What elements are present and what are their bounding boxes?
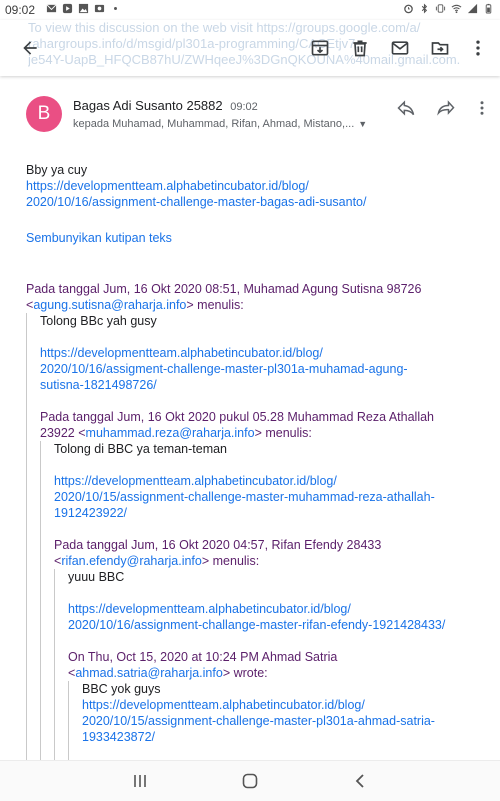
quote-email-link[interactable]: ahmad.satria@raharja.info (75, 666, 223, 680)
quote-block (26, 313, 496, 777)
arrow-back-icon (20, 38, 40, 58)
recipients-summary[interactable] (73, 118, 367, 130)
bluetooth-icon (419, 3, 430, 14)
quote-text: yuuu BBC (68, 570, 125, 584)
app-bar (0, 20, 500, 76)
avatar-letter: B (37, 103, 51, 124)
wifi-icon (451, 3, 462, 14)
more-notifications-icon (110, 3, 121, 14)
play-notification-icon (62, 3, 73, 14)
quote-link[interactable]: https://developmentteam.alphabetincubator.id/blog/ 2020/10/15/assignment-challenge-master-pl301a-ahmad-satria- 1933423872/ (82, 698, 435, 744)
home-button[interactable] (240, 771, 260, 791)
vibrate-icon (435, 3, 446, 14)
message-text: Bby ya cuy (26, 163, 88, 177)
quote-header: Pada tanggal Jum, 16 Okt 2020 pukul 05.28 Muhammad Reza Athallah 23922 <muhammad.reza@raharja.info> menulis: (40, 410, 435, 440)
more-vert-icon (468, 38, 488, 58)
quote-email-link[interactable]: rifan.efendy@raharja.info (61, 554, 202, 568)
message-body (26, 162, 496, 777)
message-link[interactable]: https://developmentteam.alphabetincubator.id/blog/ 2020/10/16/assignment-challenge-master-bagas-adi-susanto/ (26, 179, 367, 209)
quote-block (54, 569, 496, 777)
quote-block (40, 441, 496, 777)
battery-icon (483, 3, 494, 14)
more-vert-icon (473, 99, 491, 117)
system-nav-bar (0, 760, 500, 801)
quote-link[interactable]: https://developmentteam.alphabetincubator.id/blog/ 2020/10/16/assignment-challange-master-rifan-efendy-1921428433/ (68, 602, 446, 632)
chevron-down-icon: ▼ (358, 119, 368, 129)
quote-header: Pada tanggal Jum, 16 Okt 2020 08:51, Muhamad Agung Sutisna 98726 <agung.sutisna@raharja.info> menulis: (26, 282, 422, 312)
avatar[interactable] (26, 96, 62, 132)
system-back-button[interactable] (350, 771, 370, 791)
forward-icon (436, 98, 456, 118)
forward-button[interactable] (434, 96, 458, 120)
message-header[interactable] (26, 96, 486, 140)
message-more-button[interactable] (470, 96, 494, 120)
reply-button[interactable] (394, 96, 418, 120)
mark-unread-button[interactable] (388, 36, 412, 60)
image-notification-icon (78, 3, 89, 14)
quoted-thread (26, 281, 496, 777)
message-time: 09:02 (230, 101, 258, 113)
sender-name-line (73, 98, 258, 113)
quote-text: Tolong di BBC ya teman-teman (54, 442, 228, 456)
move-to-button[interactable] (428, 36, 452, 60)
alarm-icon (403, 3, 414, 14)
archive-icon (310, 38, 330, 58)
hide-quoted-text-link[interactable]: Sembunyikan kutipan teks (26, 231, 172, 245)
faded-footer-text: To view this discussion on the web visit https://groups.google.com/a/ rahargroups.info/d/msgid/pl301a-programming/CACEtjv7... je54Y-UapB_HFQCB87hU/ZWHqeeJ%3DGnQKOUNA%40mail.gmail.com. (28, 20, 461, 67)
mail-notification-icon (46, 3, 57, 14)
recent-apps-button[interactable] (130, 771, 150, 791)
recipients-text: kepada Muhamad, Muhammad, Rifan, Ahmad, Mistano,... (73, 118, 355, 130)
reply-icon (396, 98, 416, 118)
quote-text: Tolong BBc yah gusy (40, 314, 157, 328)
quote-header: On Thu, Oct 15, 2020 at 10:24 PM Ahmad Satria <ahmad.satria@raharja.info> wrote: (68, 650, 338, 680)
more-options-button[interactable] (466, 36, 490, 60)
trash-icon (350, 38, 370, 58)
status-time: 09:02 (5, 3, 36, 17)
move-to-folder-icon (430, 38, 450, 58)
quote-text: BBC yok guys (82, 682, 161, 696)
envelope-icon (390, 38, 410, 58)
delete-button[interactable] (348, 36, 372, 60)
back-button[interactable] (18, 36, 42, 60)
gallery-notification-icon (94, 3, 105, 14)
chevron-left-icon (352, 773, 368, 789)
quote-email-link[interactable]: agung.sutisna@raharja.info (33, 298, 187, 312)
status-bar (0, 0, 500, 20)
quote-link[interactable]: https://developmentteam.alphabetincubator.id/blog/ 2020/10/15/assignment-challenge-master-muhammad-reza-athallah- 1912423922/ (54, 474, 435, 520)
sender-name: Bagas Adi Susanto 25882 (73, 98, 223, 113)
quote-email-link[interactable]: muhammad.reza@raharja.info (85, 426, 255, 440)
archive-button[interactable] (308, 36, 332, 60)
quote-link[interactable]: https://developmentteam.alphabetincubator.id/blog/ 2020/10/16/assigment-challenge-master-pl301a-muhamad-agung- sutisna-1821498726/ (40, 346, 408, 392)
signal-icon (467, 3, 478, 14)
recent-apps-icon (132, 773, 148, 789)
quote-header: Pada tanggal Jum, 16 Okt 2020 04:57, Rifan Efendy 28433 <rifan.efendy@raharja.info> menulis: (54, 538, 382, 568)
home-icon (241, 772, 259, 790)
